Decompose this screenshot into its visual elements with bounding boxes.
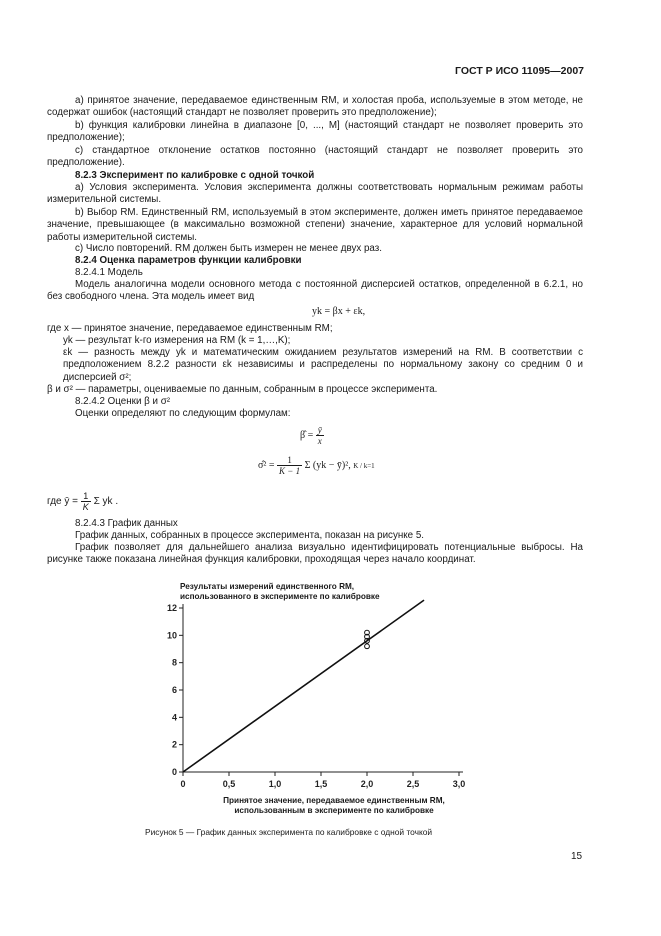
experiment-conditions: а) Условия эксперимента. Условия эксперимента должны соответствовать нормальным режимам работы измерительной системы.	[47, 182, 583, 206]
graph-description: График позволяет для дальнейшего анализа визуально идентифицировать потенциальные выбросы. На рисунке также показана линейная функция калибровки, проходящая через начало координат.	[47, 542, 583, 566]
sigma-sum: Σ (yk − ȳ)²,	[304, 459, 351, 471]
y-tick-label: 0	[171, 767, 177, 777]
assumption-c: с) стандартное отклонение остатков постоянно (настоящий стандарт не позволяет проверить это предположение).	[47, 145, 583, 169]
y-tick-label: 8	[171, 657, 177, 668]
model-formula: yk = βx + εk,	[312, 306, 366, 317]
section-8-2-3-heading: 8.2.3 Эксперимент по калибровке с одной точкой	[75, 170, 315, 181]
ybar-numerator: 1	[81, 491, 91, 502]
model-description: Модель аналогична модели основного метода с постоянной дисперсией остатков, определенной в 6.2.1, но без свободного члена. Эта модель имеет вид	[47, 279, 583, 303]
where-yk: yk — результат k-го измерения на RM (k = 1,…,K);	[63, 335, 291, 346]
x-tick-label: 1,5	[314, 779, 328, 789]
x-tick-label: 3,0	[452, 779, 466, 789]
assumption-b: b) функция калибровки линейна в диапазоне [0, ..., M] (настоящий стандарт не позволяет проверить это предположение);	[47, 120, 583, 144]
ybar-definition	[47, 491, 118, 512]
sigma-sum-limits: K / k=1	[353, 461, 375, 470]
sigma-numerator: 1	[277, 455, 302, 466]
y-tick-label: 6	[171, 685, 177, 695]
beta-numerator: ȳ	[317, 425, 322, 435]
section-8-2-4-heading: 8.2.4 Оценка параметров функции калибровки	[75, 255, 302, 266]
x-tick-label: 2,5	[406, 779, 420, 789]
y-tick-label: 4	[171, 712, 177, 723]
x-tick-label: 0	[180, 779, 186, 789]
x-tick-label: 0,5	[222, 779, 236, 789]
assumption-a: а) принятое значение, передаваемое единственным RM, и холостая проба, используемые в этом методе, не содержат ошибок (настоящий стандарт не позволяет проверить это предположение);	[47, 95, 583, 119]
section-8-2-4-1-heading: 8.2.4.1 Модель	[75, 267, 143, 278]
graph-intro: График данных, собранных в процессе эксперимента, показан на рисунке 5.	[75, 530, 424, 541]
beta-denominator: x	[317, 436, 322, 446]
ybar-denominator: K	[82, 502, 89, 512]
beta-hat-lhs: β̂ =	[300, 429, 314, 441]
x-tick-label: 2,0	[360, 779, 374, 789]
sigma-fraction	[277, 455, 302, 476]
where-beta-sigma: β и σ² — параметры, оцениваемые по данным, собранным в процессе эксперимента.	[47, 384, 438, 395]
repetitions: с) Число повторений. RM должен быть измерен не менее двух раз.	[75, 243, 382, 254]
y-tick-label: 10	[166, 630, 177, 641]
estimates-intro: Оценки определяют по следующим формулам:	[75, 408, 291, 419]
page-number: 15	[571, 851, 583, 862]
sigma-hat-lhs: σ̂² =	[258, 459, 275, 471]
calibration-chart	[150, 598, 480, 798]
where-x: где x — принятое значение, передаваемое единственным RM;	[47, 323, 333, 334]
y-tick-label: 2	[171, 739, 177, 750]
ybar-sum: Σ yk .	[93, 496, 119, 508]
document-header: ГОСТ Р ИСО 11095—2007	[455, 65, 584, 77]
y-tick-label: 12	[166, 603, 177, 613]
chart-plot-area	[167, 600, 465, 789]
sigma-denominator: K − 1	[279, 466, 301, 476]
section-8-2-4-3-heading: 8.2.4.3 График данных	[75, 518, 178, 529]
calibration-line	[183, 600, 424, 772]
ybar-lhs: где ȳ =	[47, 496, 78, 508]
sigma-estimate-formula	[258, 455, 375, 476]
chart-title: Результаты измерений единственного RM, использованного в эксперименте по калибровке	[180, 582, 380, 601]
rm-choice: b) Выбор RM. Единственный RM, используемый в этом эксперименте, должен иметь принятое передаваемое значение, превышающее (в максимально возможной степени) значение, характерное для условий нормальной работы измерительной системы.	[47, 207, 583, 243]
chart-x-axis-label: Принятое значение, передаваемое единственным RM, использованным в эксперименте по калибровке	[223, 796, 445, 815]
x-tick-label: 1,0	[268, 779, 282, 789]
section-8-2-4-2-heading: 8.2.4.2 Оценки β и σ²	[75, 396, 171, 407]
where-ek: εk — разность между yk и математическим ожиданием результатов измерений на RM. В соответствии с предположением 8.2.2 разности εk независимы и распределены по нормальному закону со средним 0 и дисперсией σ²;	[63, 347, 583, 383]
ybar-fraction	[81, 491, 91, 512]
figure-caption: Рисунок 5 — График данных эксперимента по калибровке с одной точкой	[145, 827, 433, 837]
data-point	[365, 644, 370, 649]
beta-estimate-formula	[300, 425, 324, 446]
beta-fraction	[316, 425, 324, 446]
